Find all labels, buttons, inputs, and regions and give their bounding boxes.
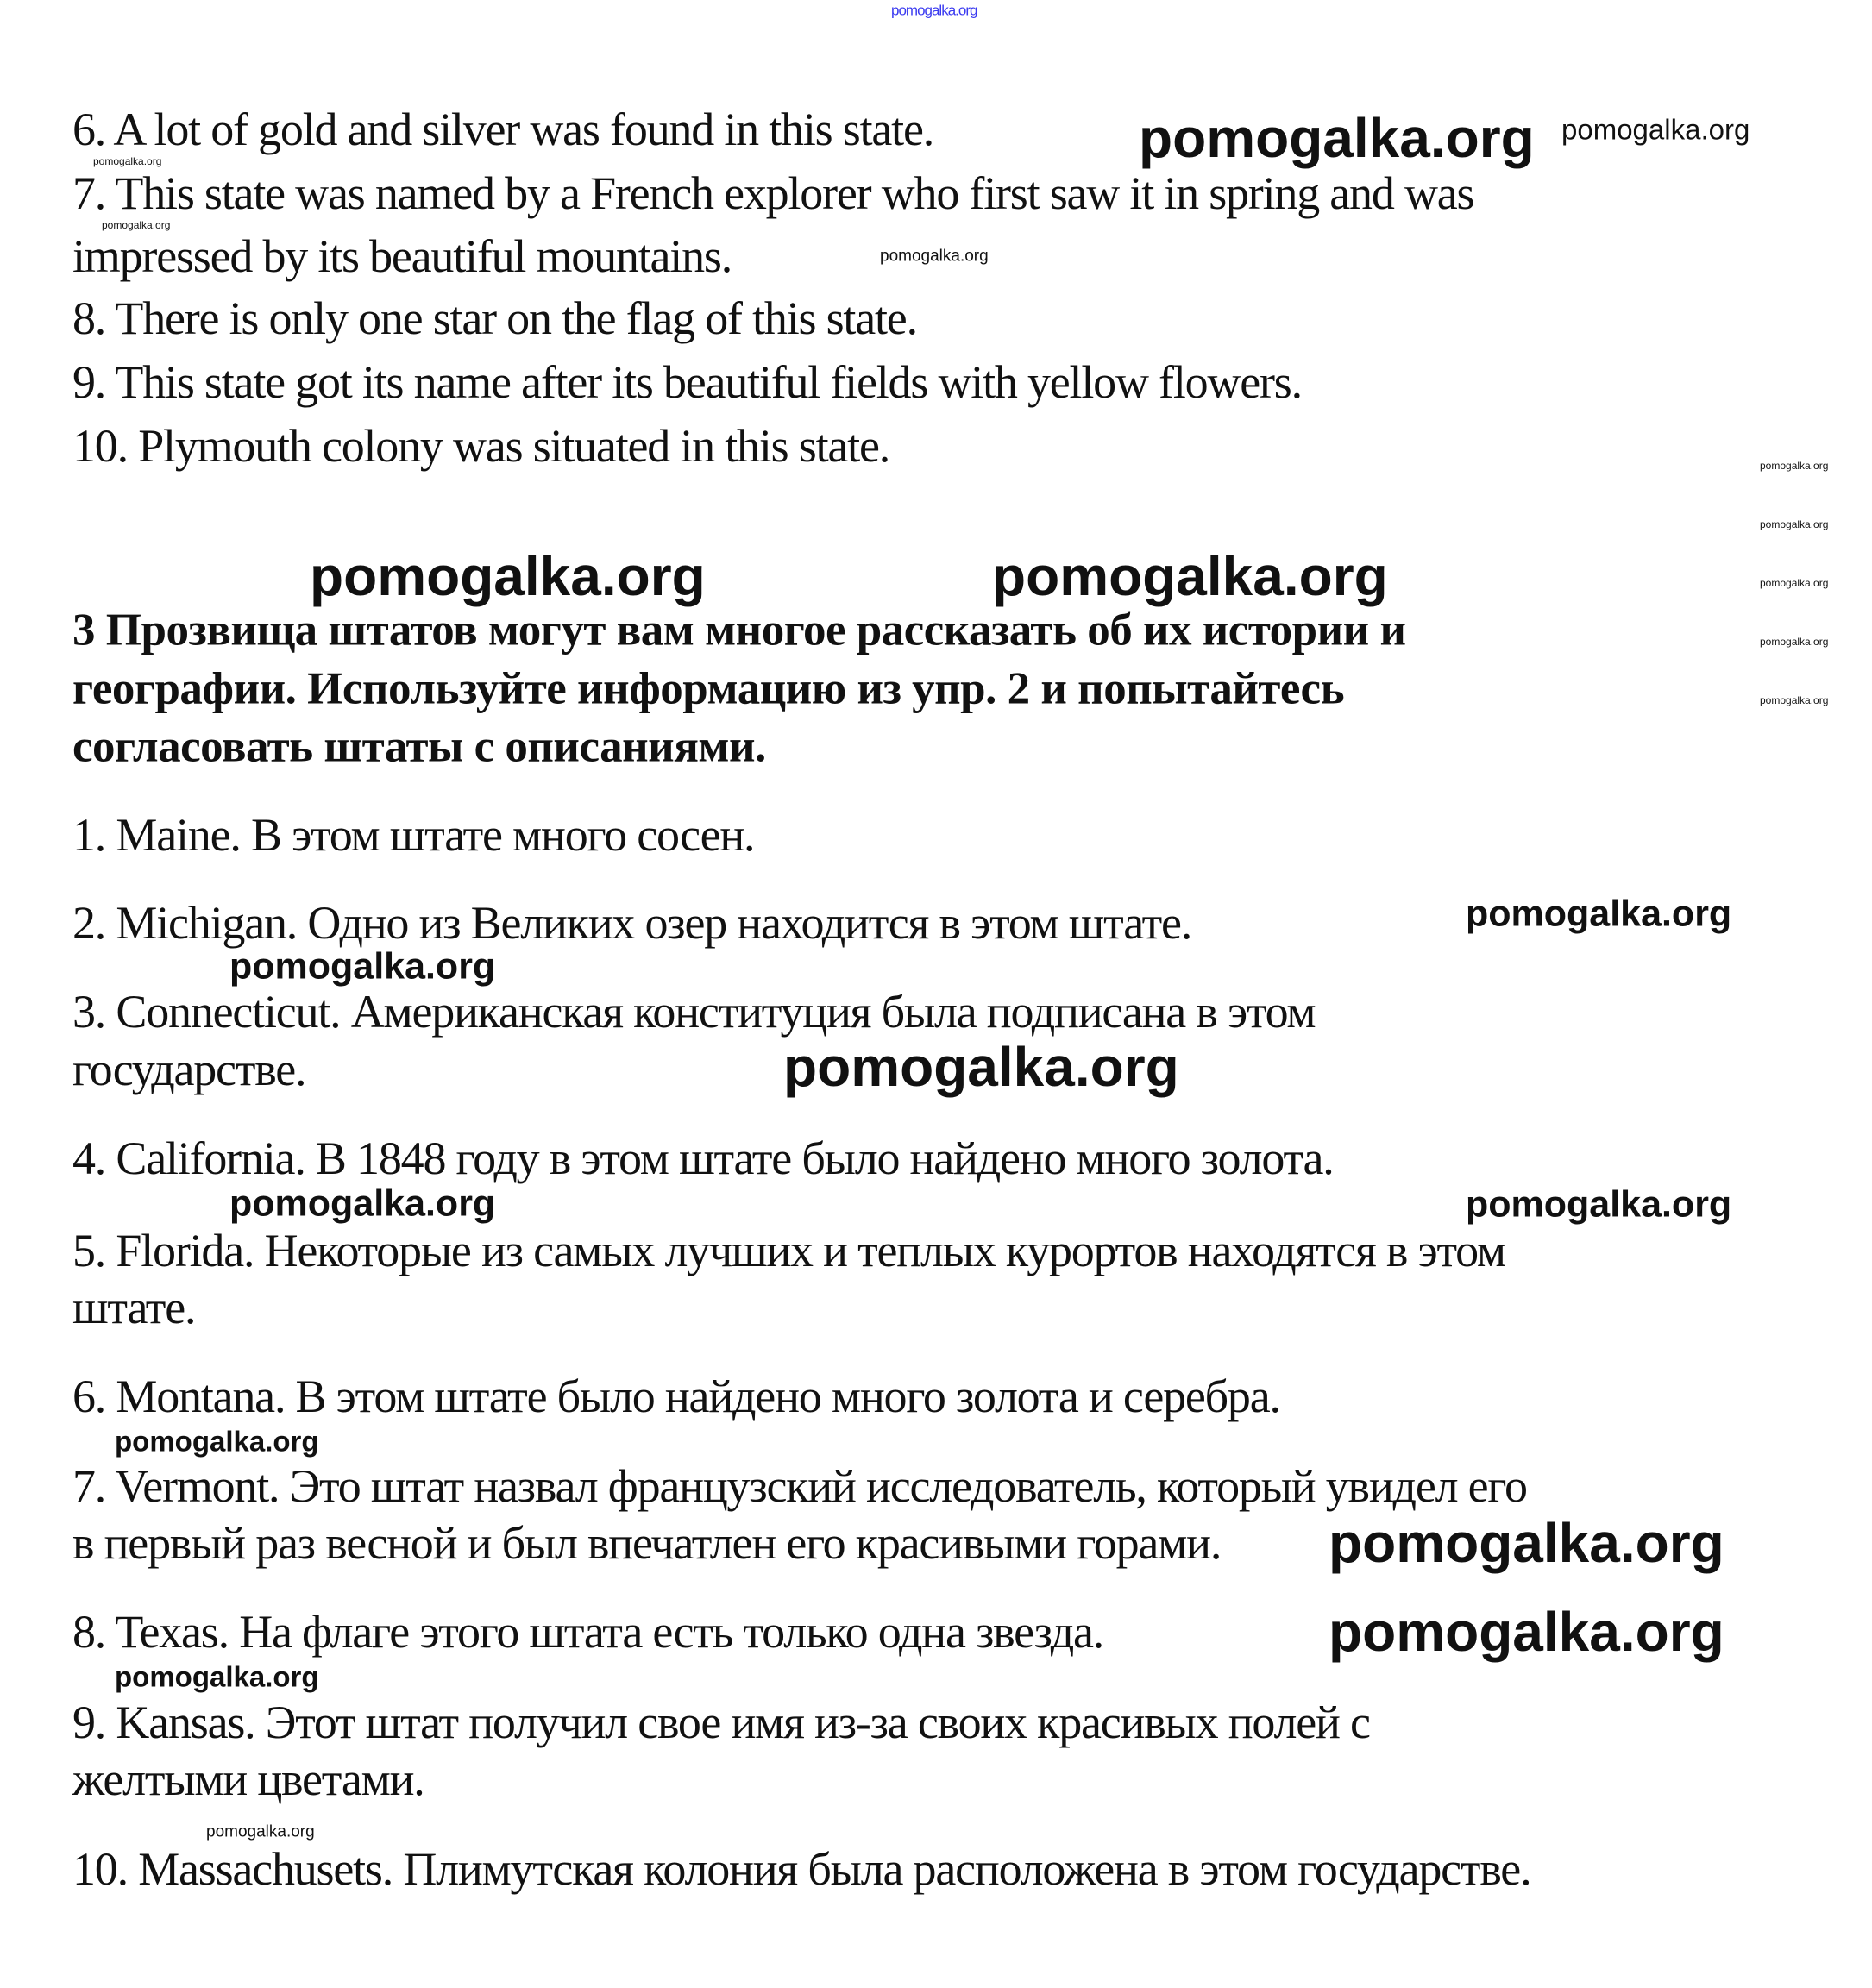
answer-item: государстве. xyxy=(72,1044,306,1095)
answer-item: 8. Texas. На флаге этого штата есть только одна звезда. xyxy=(72,1606,1104,1658)
watermark: pomogalka.org xyxy=(1329,1512,1724,1574)
answer-item: желтыми цветами. xyxy=(72,1753,424,1805)
watermark: pomogalka.org xyxy=(1561,113,1750,146)
english-item: 9. This state got its name after its beautiful fields with yellow flowers. xyxy=(72,356,1302,408)
english-item: 8. There is only one star on the flag of this state. xyxy=(72,292,917,344)
watermark: pomogalka.org xyxy=(93,155,162,167)
watermark: pomogalka.org xyxy=(1760,636,1829,648)
answer-item: 3. Connecticut. Американская конституция была подписана в этом xyxy=(72,986,1316,1038)
task-heading: географии. Используйте информацию из упр. 2 и попытайтесь xyxy=(72,663,1345,714)
watermark: pomogalka.org xyxy=(1466,893,1732,935)
answer-item: в первый раз весной и был впечатлен его красивыми горами. xyxy=(72,1517,1222,1569)
answer-item: 4. California. В 1848 году в этом штате было найдено много золота. xyxy=(72,1132,1334,1184)
english-item: 10. Plymouth colony was situated in this state. xyxy=(72,420,890,472)
watermark: pomogalka.org xyxy=(310,545,706,607)
watermark: pomogalka.org xyxy=(1466,1183,1732,1226)
watermark: pomogalka.org xyxy=(1760,577,1829,589)
answer-item: 2. Michigan. Одно из Великих озер находится в этом штате. xyxy=(72,897,1192,949)
watermark: pomogalka.org xyxy=(1139,107,1535,169)
answer-item: 10. Massachusets. Плимутская колония была расположена в этом государстве. xyxy=(72,1843,1531,1895)
answer-item: 7. Vermont. Это штат назвал французский исследователь, который увидел его xyxy=(72,1460,1527,1512)
answer-item: 9. Kansas. Этот штат получил свое имя из-за своих красивых полей с xyxy=(72,1696,1370,1748)
watermark: pomogalka.org xyxy=(1760,518,1829,530)
watermark: pomogalka.org xyxy=(115,1660,319,1693)
answer-item: 6. Montana. В этом штате было найдено много золота и серебра. xyxy=(72,1370,1280,1422)
watermark: pomogalka.org xyxy=(229,1182,496,1225)
answer-item: штате. xyxy=(72,1282,196,1333)
task-heading: согласовать штаты с описаниями. xyxy=(72,721,766,772)
watermark: pomogalka.org xyxy=(229,945,496,988)
watermark: pomogalka.org xyxy=(102,219,171,231)
answer-item: 5. Florida. Некоторые из самых лучших и теплых курортов находятся в этом xyxy=(72,1225,1505,1276)
watermark: pomogalka.org xyxy=(992,545,1388,607)
watermark: pomogalka.org xyxy=(206,1822,315,1841)
task-heading: 3 Прозвища штатов могут вам многое рассказать об их истории и xyxy=(72,605,1406,655)
english-item: impressed by its beautiful mountains. xyxy=(72,230,732,282)
watermark: pomogalka.org xyxy=(1760,460,1829,472)
watermark: pomogalka.org xyxy=(1329,1601,1724,1663)
watermark: pomogalka.org xyxy=(115,1425,319,1458)
watermark: pomogalka.org xyxy=(783,1036,1179,1098)
answer-item: 1. Maine. В этом штате много сосен. xyxy=(72,809,755,861)
watermark: pomogalka.org xyxy=(880,247,989,266)
english-item: 7. This state was named by a French explorer who first saw it in spring and was xyxy=(72,167,1474,219)
english-item: 6. A lot of gold and silver was found in this state. xyxy=(72,103,934,155)
header-watermark-link[interactable]: pomogalka.org xyxy=(891,2,977,19)
watermark: pomogalka.org xyxy=(1760,694,1829,706)
